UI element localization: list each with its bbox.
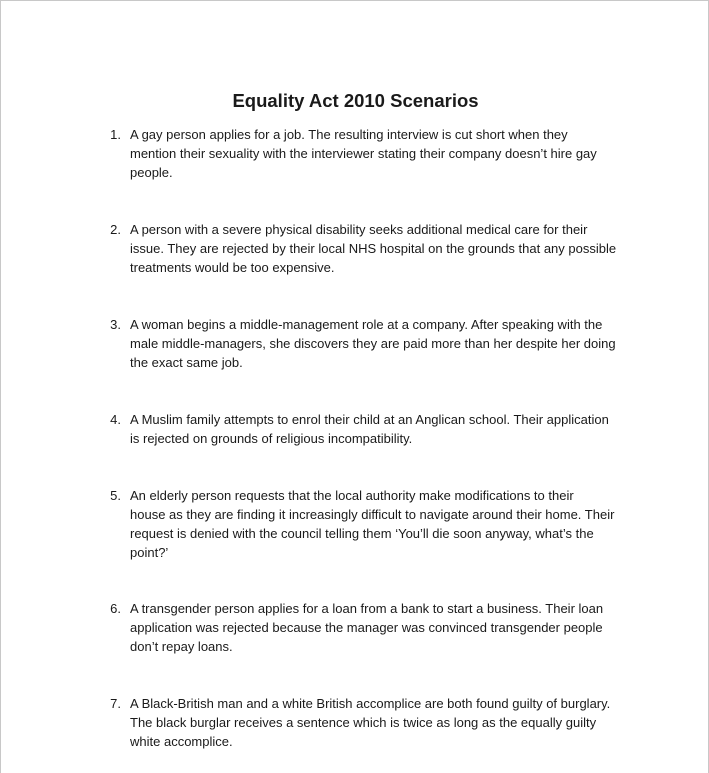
scenario-line: An elderly person requests that the local authority make modifications to their bbox=[130, 488, 574, 503]
scenario-text bbox=[130, 486, 630, 562]
scenario-number: 6. bbox=[110, 601, 121, 616]
scenario-line: issue. They are rejected by their local NHS hospital on the grounds that any possible bbox=[130, 241, 617, 256]
scenario-line: A gay person applies for a job. The resulting interview is cut short when they bbox=[130, 127, 568, 142]
scenario-number: 5. bbox=[110, 488, 121, 503]
scenario-number: 2. bbox=[110, 222, 121, 237]
scenario-text bbox=[130, 125, 630, 182]
scenario-line: A woman begins a middle-management role at a company. After speaking with the bbox=[130, 317, 603, 332]
scenario-text bbox=[130, 315, 630, 372]
scenario-line: house as they are finding it increasingly difficult to navigate around their home. Their bbox=[130, 507, 615, 522]
scenario-line: application was rejected because the manager was convinced transgender people bbox=[130, 620, 603, 635]
scenario-line: A person with a severe physical disability seeks additional medical care for their bbox=[130, 222, 588, 237]
scenario-line: The black burglar receives a sentence which is twice as long as the equally guilty bbox=[130, 715, 597, 730]
scenario-line: mention their sexuality with the interviewer stating their company doesn’t hire gay bbox=[130, 146, 597, 161]
scenario-text bbox=[130, 694, 630, 751]
scenario-number: 3. bbox=[110, 317, 121, 332]
scenario-line: the exact same job. bbox=[130, 355, 243, 370]
scenario-line: people. bbox=[130, 165, 173, 180]
scenario-line: request is denied with the council telling them ‘You’ll die soon anyway, what’s the bbox=[130, 526, 594, 541]
page-title: Equality Act 2010 Scenarios bbox=[232, 90, 479, 111]
scenario-line: is rejected on grounds of religious incompatibility. bbox=[130, 431, 413, 446]
scenario-text bbox=[130, 220, 630, 277]
scenario-text bbox=[130, 410, 630, 448]
scenario-line: white accomplice. bbox=[130, 734, 233, 749]
scenario-number: 7. bbox=[110, 696, 121, 711]
scenario-text bbox=[130, 599, 630, 656]
scenario-line: male middle-managers, she discovers they are paid more than her despite her doing bbox=[130, 336, 616, 351]
scenario-line: A Black-British man and a white British accomplice are both found guilty of burglary. bbox=[130, 696, 611, 711]
scenario-line: don’t repay loans. bbox=[130, 639, 233, 654]
scenario-line: A transgender person applies for a loan from a bank to start a business. Their loan bbox=[130, 601, 604, 616]
scenario-line: point?’ bbox=[130, 545, 169, 560]
scenario-line: A Muslim family attempts to enrol their child at an Anglican school. Their application bbox=[130, 412, 609, 427]
scenario-line: treatments would be too expensive. bbox=[130, 260, 335, 275]
scenario-number: 1. bbox=[110, 127, 121, 142]
scenario-number: 4. bbox=[110, 412, 121, 427]
